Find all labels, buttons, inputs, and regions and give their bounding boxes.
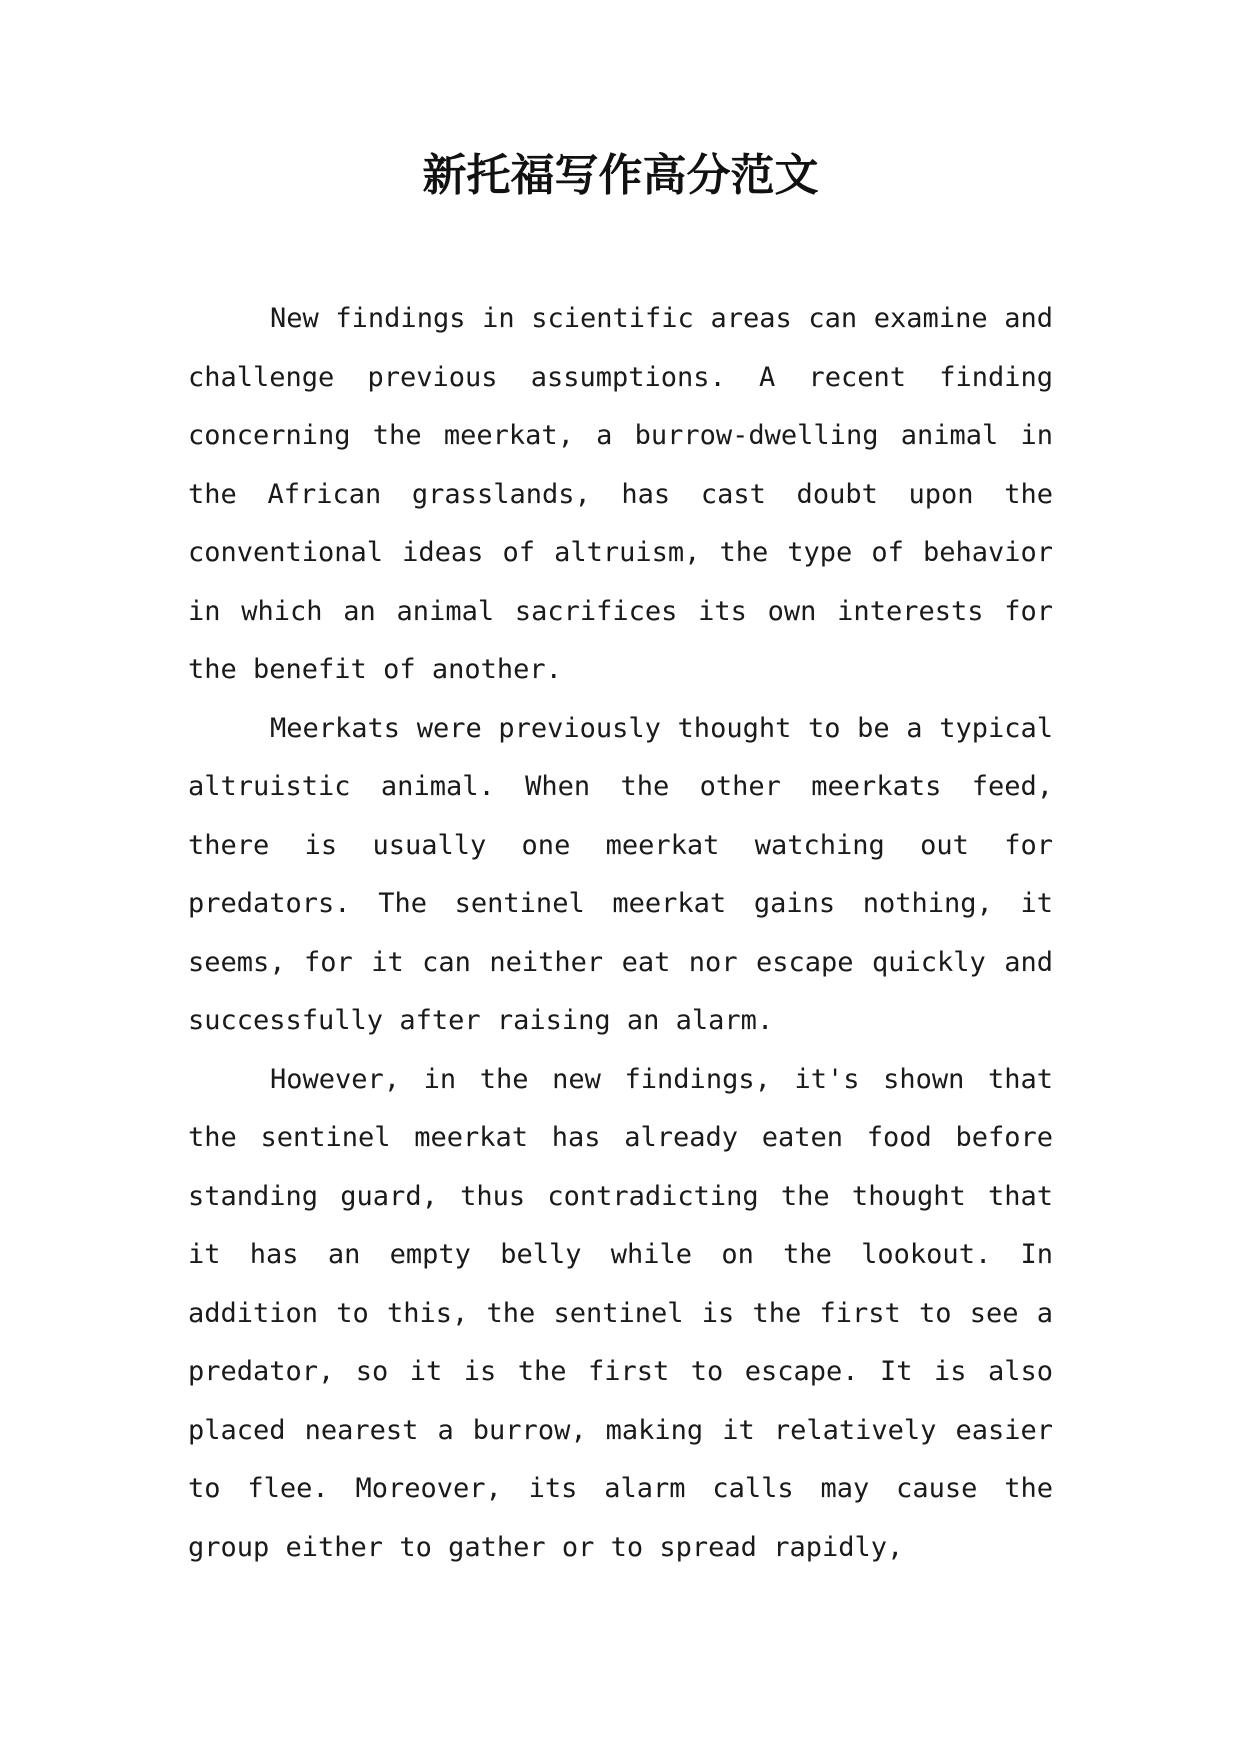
paragraph-1: New findings in scientific areas can examine and challenge previous assumptions. A recent finding concerning the meerkat, a burrow-dwelling animal in the African grasslands, has cast doubt upon the conventional ideas of altruism, the type of behavior in which an animal sacrifices its own interests for the benefit of another. (188, 303, 1053, 685)
document-body (188, 290, 1053, 1577)
document-title: 新托福写作高分范文 (422, 150, 819, 201)
paragraph-3: However, in the new findings, it's shown that the sentinel meerkat has already eaten food before standing guard, thus contradicting the thought that it has an empty belly while on the lookout. In addition to this, the sentinel is the first to see a predator, so it is the first to escape. It is also placed nearest a burrow, making it relatively easier to flee. Moreover, its alarm calls may cause the group either to gather or to spread rapidly, (188, 1063, 1053, 1563)
paragraph-2: Meerkats were previously thought to be a typical altruistic animal. When the other meerkats feed, there is usually one meerkat watching out for predators. The sentinel meerkat gains nothing, it seems, for it can neither eat nor escape quickly and successfully after raising an alarm. (188, 712, 1053, 1036)
